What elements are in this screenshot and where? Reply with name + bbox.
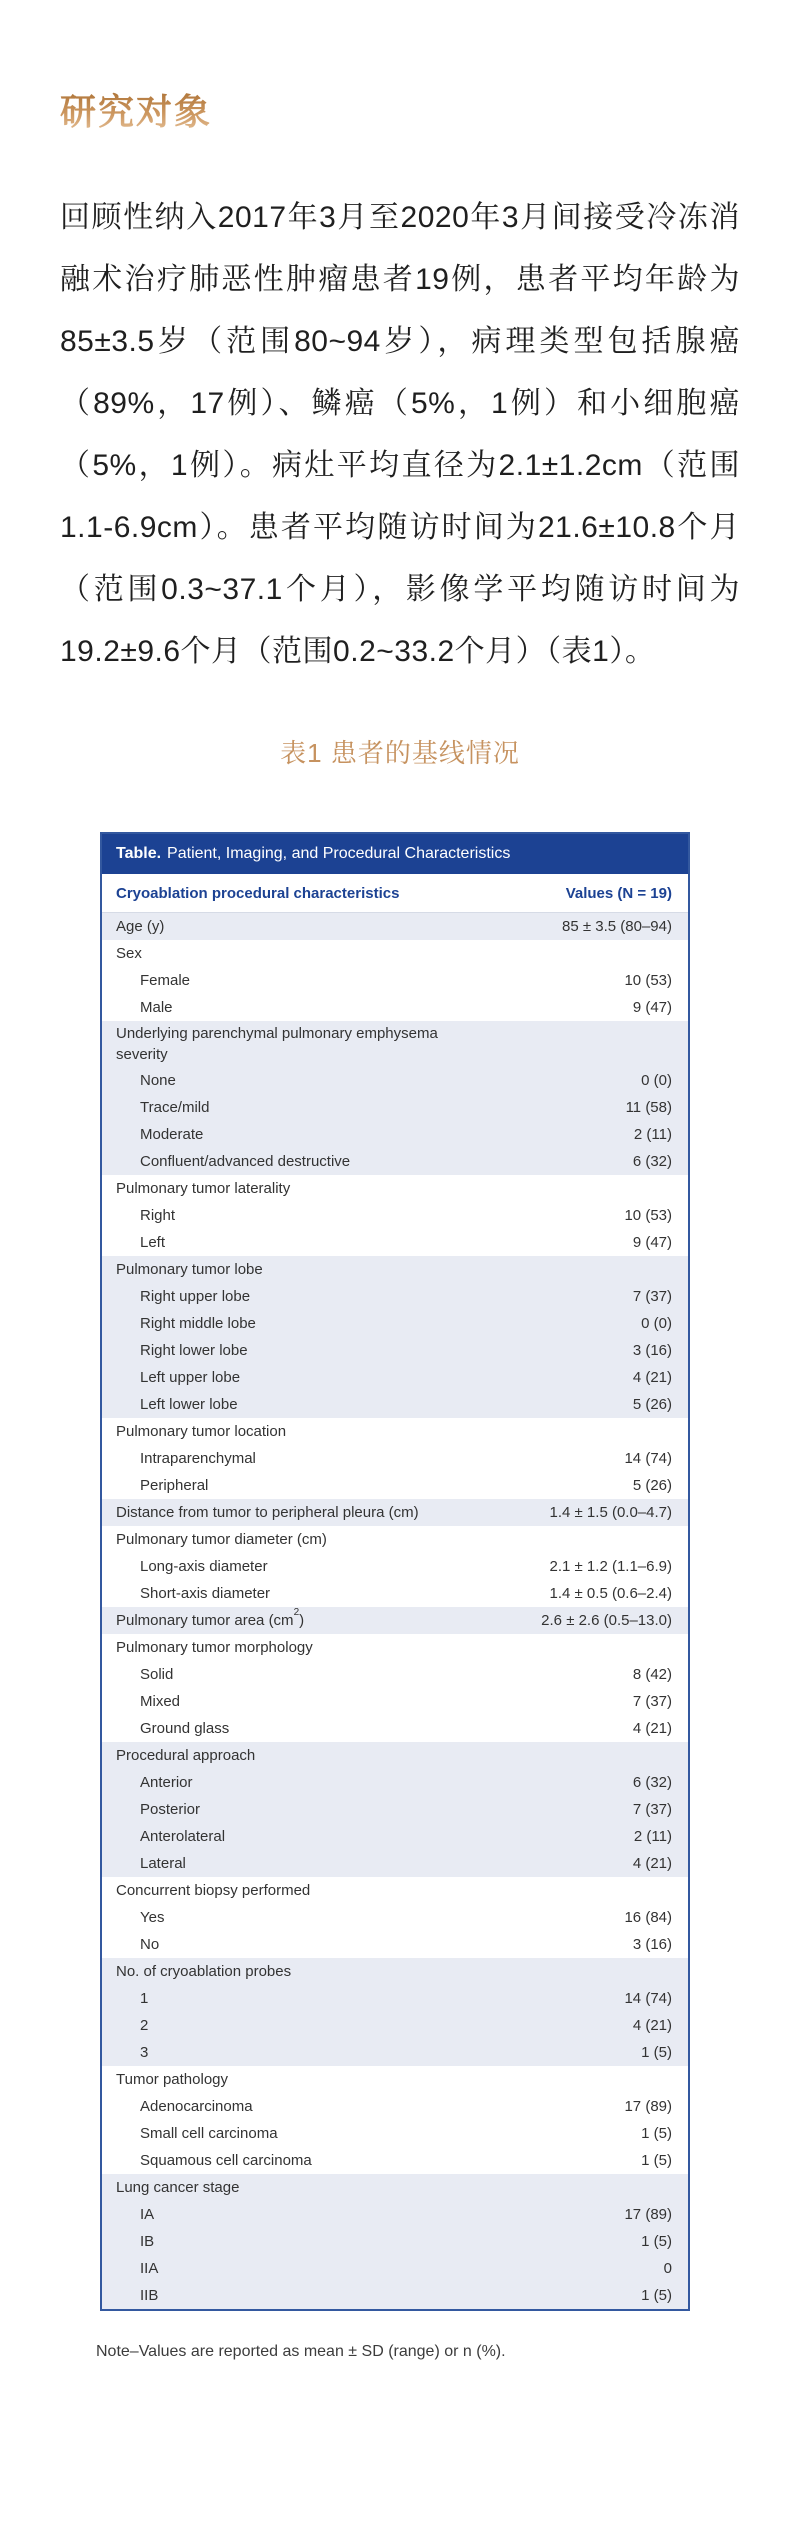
table-row <box>102 2228 688 2255</box>
body-paragraph: 回顾性纳入2017年3月至2020年3月间接受冷冻消融术治疗肺恶性肿瘤患者19例，患者平均年龄为85±3.5岁（范围80~94岁），病理类型包括腺癌（89%，17例）、鳞癌（5%，1例）和小细胞癌（5%，1例）。病灶平均直径为2.1±1.2cm（范围1.1-6.9cm）。患者平均随访时间为21.6±10.8个月（范围0.3~37.1个月），影像学平均随访时间为19.2±9.6个月（范围0.2~33.2个月）（表1）。 <box>60 201 740 668</box>
table-row <box>102 1021 688 1067</box>
table-row <box>102 967 688 994</box>
row-value: 10 (53) <box>624 1207 672 1224</box>
table-row <box>102 1229 688 1256</box>
row-value: 6 (32) <box>632 1774 672 1791</box>
row-label: Male <box>140 999 173 1016</box>
table-row <box>102 1634 688 1661</box>
row-value: 85 ± 3.5 (80–94) <box>562 918 672 935</box>
row-value: 10 (53) <box>624 972 672 989</box>
table-title-bar <box>102 834 688 875</box>
row-value: 9 (47) <box>632 1234 672 1251</box>
table-row <box>102 2147 688 2174</box>
row-value: 2.1 ± 1.2 (1.1–6.9) <box>549 1558 672 1575</box>
row-label: Intraparenchymal <box>140 1450 256 1467</box>
table-row <box>102 2093 688 2120</box>
row-value: 17 (89) <box>624 2098 672 2115</box>
table-row <box>102 1850 688 1877</box>
table-row <box>102 1445 688 1472</box>
row-label: No <box>140 1936 160 1953</box>
table-row <box>102 1121 688 1148</box>
table-row <box>102 1256 688 1283</box>
row-value: 0 (0) <box>641 1072 672 1089</box>
row-label: Tumor pathology <box>116 2071 229 2088</box>
column-header-label: Cryoablation procedural characteristics <box>116 885 400 902</box>
row-label: Anterior <box>140 1774 193 1791</box>
table-row <box>102 1067 688 1094</box>
row-value: 1.4 ± 0.5 (0.6–2.4) <box>549 1585 672 1602</box>
row-value: 5 (26) <box>632 1396 672 1413</box>
row-value: 7 (37) <box>632 1288 672 1305</box>
row-value: 1 (5) <box>641 2152 672 2169</box>
row-label: Adenocarcinoma <box>140 2098 253 2115</box>
row-label: Trace/mild <box>140 1099 210 1116</box>
section-title <box>60 0 740 135</box>
table-row <box>102 1580 688 1607</box>
table-row <box>102 1553 688 1580</box>
table-row <box>102 1877 688 1904</box>
row-value: 7 (37) <box>632 1693 672 1710</box>
row-label: Pulmonary tumor lobe <box>116 1261 263 1278</box>
row-value: 4 (21) <box>632 2017 672 2034</box>
table-row <box>102 1526 688 1553</box>
column-header-value: Values (N = 19) <box>565 885 672 902</box>
row-value: 3 (16) <box>632 1936 672 1953</box>
row-label: IIA <box>140 2260 159 2277</box>
row-label: Posterior <box>140 1801 201 1818</box>
row-label: 3 <box>140 2044 149 2061</box>
table-row <box>102 2282 688 2309</box>
row-value: 9 (47) <box>632 999 672 1016</box>
table-row <box>102 1931 688 1958</box>
table-row <box>102 2201 688 2228</box>
table-row <box>102 1715 688 1742</box>
table-title-text: Patient, Imaging, and Procedural Characteristics <box>167 845 511 862</box>
table-row <box>102 1499 688 1526</box>
row-label: Solid <box>140 1666 174 1683</box>
table-caption: 表1 患者的基线情况 <box>280 738 520 768</box>
table-row <box>102 1148 688 1175</box>
row-label: Lateral <box>140 1855 186 1872</box>
row-label: Underlying parenchymal pulmonary emphysema severity <box>116 1025 438 1063</box>
row-label: Long-axis diameter <box>140 1558 268 1575</box>
row-value: 7 (37) <box>632 1801 672 1818</box>
row-label: Short-axis diameter <box>140 1585 271 1602</box>
row-label: None <box>140 1072 176 1089</box>
table-row <box>102 1796 688 1823</box>
row-value: 3 (16) <box>632 1342 672 1359</box>
row-label: Pulmonary tumor location <box>116 1423 287 1440</box>
row-label: IB <box>140 2233 155 2250</box>
table-row <box>102 2255 688 2282</box>
row-value: 2.6 ± 2.6 (0.5–13.0) <box>541 1612 672 1629</box>
section-title-text: 研究对象 <box>60 92 213 132</box>
table-row <box>102 1202 688 1229</box>
table-row <box>102 1769 688 1796</box>
row-value: 0 <box>663 2260 672 2277</box>
row-value: 4 (21) <box>632 1855 672 1872</box>
row-value: 14 (74) <box>624 1450 672 1467</box>
row-label: Left lower lobe <box>140 1396 238 1413</box>
row-value: 11 (58) <box>625 1099 672 1116</box>
table-row <box>102 913 688 940</box>
row-value: 1 (5) <box>641 2125 672 2142</box>
row-label: Age (y) <box>116 918 165 935</box>
row-label: Right lower lobe <box>140 1342 248 1359</box>
table-note: Note–Values are reported as mean ± SD (range) or n (%). <box>96 2343 506 2360</box>
table-row <box>102 1742 688 1769</box>
table-body <box>102 913 688 2309</box>
row-value: 17 (89) <box>624 2206 672 2223</box>
row-label: Pulmonary tumor diameter (cm) <box>116 1531 327 1548</box>
table-row <box>102 2039 688 2066</box>
table-column-header <box>102 875 688 913</box>
row-value: 14 (74) <box>624 1990 672 2007</box>
table-row <box>102 1904 688 1931</box>
table-row <box>102 1823 688 1850</box>
table-row <box>102 2012 688 2039</box>
row-value: 1 (5) <box>641 2287 672 2304</box>
table-row <box>102 1337 688 1364</box>
table-row <box>102 1283 688 1310</box>
row-label: IA <box>140 2206 155 2223</box>
table-row <box>102 1364 688 1391</box>
row-label: Mixed <box>140 1693 181 1710</box>
row-label: Sex <box>116 945 142 962</box>
row-label: Ground glass <box>140 1720 230 1737</box>
table-row <box>102 994 688 1021</box>
row-label: Pulmonary tumor area $(cm^2)$ <box>116 1607 305 1629</box>
table-row <box>102 2120 688 2147</box>
row-label: Squamous cell carcinoma <box>140 2152 312 2169</box>
row-label: No. of cryoablation probes <box>116 1963 292 1980</box>
row-value: 1 (5) <box>641 2044 672 2061</box>
table-row <box>102 1985 688 2012</box>
row-value: 2 (11) <box>633 1126 672 1143</box>
row-value: 6 (32) <box>632 1153 672 1170</box>
row-label: Anterolateral <box>140 1828 226 1845</box>
row-label: Concurrent biopsy performed <box>116 1882 311 1899</box>
row-label: Yes <box>140 1909 165 1926</box>
row-label: Lung cancer stage <box>116 2179 240 2196</box>
table-row <box>102 2066 688 2093</box>
row-label: Pulmonary tumor laterality <box>116 1180 291 1197</box>
row-value: 5 (26) <box>632 1477 672 1494</box>
row-label: 1 <box>140 1990 149 2007</box>
baseline-table <box>100 832 690 2311</box>
row-label: Confluent/advanced destructive <box>140 1153 351 1170</box>
row-label: Right middle lobe <box>140 1315 256 1332</box>
row-label: Small cell carcinoma <box>140 2125 278 2142</box>
table-row <box>102 1310 688 1337</box>
row-value: 0 (0) <box>641 1315 672 1332</box>
row-label: Peripheral <box>140 1477 209 1494</box>
row-label: Distance from tumor to peripheral pleura (cm) <box>116 1504 419 1521</box>
row-label: Right upper lobe <box>140 1288 251 1305</box>
table-row <box>102 1175 688 1202</box>
row-label: Pulmonary tumor morphology <box>116 1639 313 1656</box>
row-value: 4 (21) <box>632 1720 672 1737</box>
row-label: Procedural approach <box>116 1747 256 1764</box>
row-value: 16 (84) <box>624 1909 672 1926</box>
row-label: 2 <box>140 2017 149 2034</box>
table-row <box>102 2174 688 2201</box>
row-value: 4 (21) <box>632 1369 672 1386</box>
row-label: Left <box>140 1234 166 1251</box>
table-title-bold: Table. <box>116 845 162 862</box>
row-value: 1 (5) <box>641 2233 672 2250</box>
table-row <box>102 1958 688 1985</box>
table-row <box>102 1472 688 1499</box>
table-row <box>102 1661 688 1688</box>
table-row <box>102 1607 688 1634</box>
row-value: 1.4 ± 1.5 (0.0–4.7) <box>549 1504 672 1521</box>
table-row <box>102 1418 688 1445</box>
table-row <box>102 1391 688 1418</box>
row-label: IIB <box>140 2287 159 2304</box>
table-row <box>102 1688 688 1715</box>
row-value: 8 (42) <box>632 1666 672 1683</box>
row-label: Left upper lobe <box>140 1369 241 1386</box>
row-value: 2 (11) <box>633 1828 672 1845</box>
row-label: Female <box>140 972 191 989</box>
row-label: Right <box>140 1207 176 1224</box>
row-label: Moderate <box>140 1126 204 1143</box>
table-row <box>102 940 688 967</box>
table-row <box>102 1094 688 1121</box>
